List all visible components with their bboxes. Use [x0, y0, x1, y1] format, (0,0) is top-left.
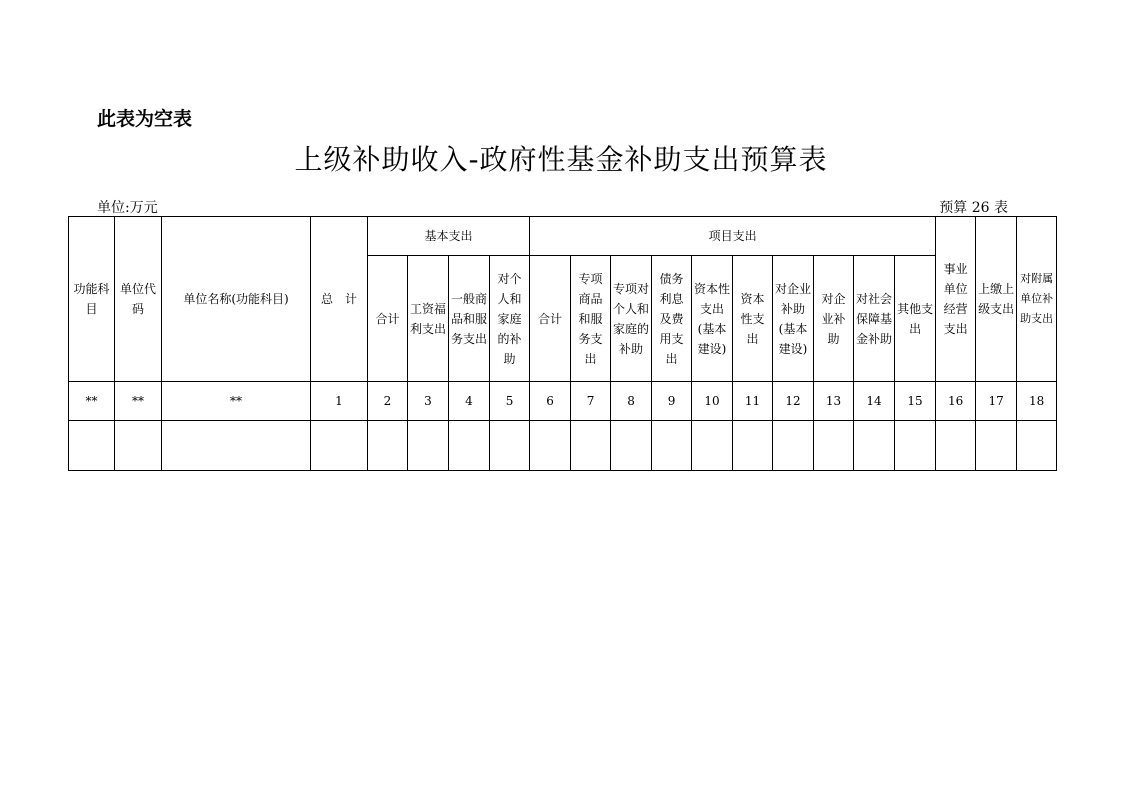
index-cell: 5: [490, 382, 530, 421]
empty-row: [69, 421, 1057, 471]
index-cell: 1: [311, 382, 368, 421]
empty-cell: [571, 421, 611, 471]
page-title: 上级补助收入-政府性基金补助支出预算表: [294, 143, 828, 176]
header-project-goods: 专项商品和服务支出: [571, 256, 611, 382]
table-number: 预算 26 表: [939, 200, 1008, 216]
header-upper: 上缴上级支出: [976, 217, 1017, 382]
empty-cell: [530, 421, 571, 471]
header-project-social-security: 对社会保障基金补助: [854, 256, 895, 382]
index-cell: 15: [895, 382, 936, 421]
header-project-total: 合计: [530, 256, 571, 382]
header-subsidiary: 对附属单位补助支出: [1017, 217, 1057, 382]
index-cell: 12: [773, 382, 814, 421]
empty-cell: [408, 421, 449, 471]
index-cell: **: [115, 382, 162, 421]
empty-cell: [895, 421, 936, 471]
index-cell: 7: [571, 382, 611, 421]
index-cell: 2: [368, 382, 408, 421]
header-business: 事业单位经营支出: [936, 217, 976, 382]
header-unit-code: 单位代码: [115, 217, 162, 382]
header-project-capital-construction: 资本性支出(基本建设): [692, 256, 733, 382]
index-cell: 16: [936, 382, 976, 421]
index-cell: 4: [449, 382, 490, 421]
empty-cell: [449, 421, 490, 471]
empty-cell: [368, 421, 408, 471]
empty-cell: [69, 421, 115, 471]
index-cell: 3: [408, 382, 449, 421]
index-cell: 14: [854, 382, 895, 421]
header-unit-name: 单位名称(功能科目): [162, 217, 311, 382]
index-cell: 9: [652, 382, 692, 421]
empty-cell: [115, 421, 162, 471]
header-project-other: 其他支出: [895, 256, 936, 382]
empty-cell: [1017, 421, 1057, 471]
empty-cell: [814, 421, 854, 471]
index-cell: 11: [733, 382, 773, 421]
empty-cell: [611, 421, 652, 471]
empty-cell: [490, 421, 530, 471]
header-project-capital: 资本性支出: [733, 256, 773, 382]
empty-cell: [652, 421, 692, 471]
empty-cell: [976, 421, 1017, 471]
index-cell: 10: [692, 382, 733, 421]
header-basic-goods: 一般商品和服务支出: [449, 256, 490, 382]
index-cell: **: [162, 382, 311, 421]
header-basic-individual: 对个人和家庭的补助: [490, 256, 530, 382]
header-project-enterprise-construction: 对企业补助(基本建设): [773, 256, 814, 382]
unit-label: 单位:万元: [97, 200, 158, 216]
empty-cell: [692, 421, 733, 471]
index-row: [69, 382, 1057, 421]
header-project-individual: 专项对个人和家庭的补助: [611, 256, 652, 382]
header-basic-group: 基本支出: [368, 217, 530, 256]
header-project-debt: 债务利息及费用支出: [652, 256, 692, 382]
index-cell: 13: [814, 382, 854, 421]
header-total: 总 计: [311, 217, 368, 382]
index-cell: **: [69, 382, 115, 421]
budget-table: [68, 216, 1057, 471]
header-project-enterprise: 对企业补助: [814, 256, 854, 382]
index-cell: 8: [611, 382, 652, 421]
empty-cell: [733, 421, 773, 471]
header-basic-total: 合计: [368, 256, 408, 382]
header-project-group: 项目支出: [530, 217, 936, 256]
empty-cell: [773, 421, 814, 471]
empty-table-note: 此表为空表: [97, 108, 193, 130]
empty-cell: [311, 421, 368, 471]
empty-cell: [854, 421, 895, 471]
index-cell: 18: [1017, 382, 1057, 421]
index-cell: 17: [976, 382, 1017, 421]
empty-cell: [936, 421, 976, 471]
empty-cell: [162, 421, 311, 471]
index-cell: 6: [530, 382, 571, 421]
header-basic-wages: 工资福利支出: [408, 256, 449, 382]
header-func-subject: 功能科目: [69, 217, 115, 382]
